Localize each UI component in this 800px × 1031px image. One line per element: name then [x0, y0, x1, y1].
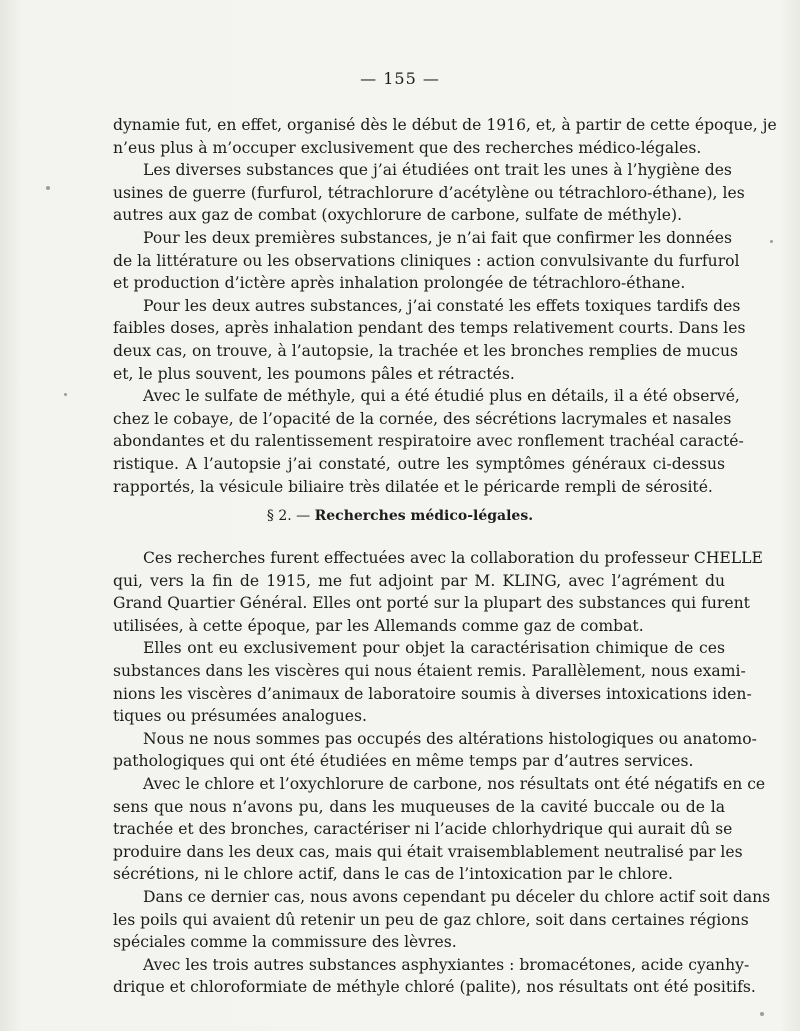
- text-line: dynamie fut, en effet, organisé dès le début de 1916, et, à partir de cette époque, je: [113, 116, 777, 134]
- text-line: faibles doses, après inhalation pendant des temps relativement courts. Dans les: [113, 319, 746, 338]
- text-line: Pour les deux autres substances, j’ai constaté les effets toxiques tardifs des: [143, 296, 741, 315]
- scan-speck: [64, 393, 67, 396]
- text-line: drique et chloroformiate de méthyle chloré (palite), nos résultats ont été positifs.: [113, 978, 756, 997]
- text-line: Elles ont eu exclusivement pour objet la caractérisation chimique de ces: [143, 639, 725, 658]
- text-line: Grand Quartier Général. Elles ont porté sur la plupart des substances qui furent: [113, 594, 750, 613]
- body-text-block-1: [113, 114, 777, 498]
- text-line: trachée et des bronches, caractériser ni l’acide chlorhydrique qui aurait dû se: [113, 820, 733, 839]
- text-line: Nous ne nous sommes pas occupés des altérations histologiques ou anatomo-: [143, 729, 757, 748]
- text-line: utilisées, à cette époque, par les Allemands comme gaz de combat.: [113, 616, 644, 635]
- text-line: substances dans les viscères qui nous étaient remis. Parallèlement, nous exami-: [113, 661, 746, 680]
- text-line: les poils qui avaient dû retenir un peu de gaz chlore, soit dans certaines régions: [113, 910, 749, 929]
- text-line: Pour les deux premières substances, je n’ai fait que confirmer les données: [143, 228, 732, 247]
- text-line: Ces recherches furent effectuées avec la collaboration du professeur CHELLE: [143, 549, 763, 567]
- text-line: tiques ou présumées analogues.: [113, 707, 367, 726]
- text-line: Dans ce dernier cas, nous avons cependant pu déceler du chlore actif soit dans: [143, 887, 771, 906]
- scan-speck: [770, 240, 773, 243]
- text-line: produire dans les deux cas, mais qui était vraisemblablement neutralisé par les: [113, 842, 743, 861]
- scan-speck: [760, 1012, 764, 1016]
- text-line: rapportés, la vésicule biliaire très dilatée et le péricarde rempli de sérosité.: [113, 477, 713, 496]
- text-line: spéciales comme la commissure des lèvres.: [113, 933, 457, 952]
- text-line: sécrétions, ni le chlore actif, dans le cas de l’intoxication par le chlore.: [113, 865, 673, 884]
- text-line: n’eus plus à m’occuper exclusivement que des recherches médico-légales.: [113, 138, 702, 157]
- text-line: Avec le chlore et l’oxychlorure de carbone, nos résultats ont été négatifs en ce: [143, 774, 766, 793]
- text-line: Les diverses substances que j’ai étudiées ont trait les unes à l’hygiène des: [143, 161, 732, 180]
- section-number: § 2. —: [266, 508, 311, 524]
- text-line: Avec le sulfate de méthyle, qui a été étudié plus en détails, il a été observé,: [143, 387, 740, 406]
- text-line: abondantes et du ralentissement respiratoire avec ronflement trachéal caracté-: [113, 432, 744, 451]
- scan-speck: [46, 186, 50, 190]
- body-text-block-2: [113, 547, 771, 999]
- text-line: nions les viscères d’animaux de laboratoire soumis à diverses intoxications iden-: [113, 684, 752, 703]
- text-line: pathologiques qui ont été étudiées en même temps par d’autres services.: [113, 752, 694, 771]
- text-line: et production d’ictère après inhalation prolongée de tétrachloro-éthane.: [113, 274, 686, 293]
- section-heading: [0, 506, 800, 526]
- text-line: de la littérature ou les observations cliniques : action convulsivante du furfurol: [113, 251, 740, 270]
- text-line: deux cas, on trouve, à l’autopsie, la trachée et les bronches remplies de mucus: [113, 341, 739, 360]
- text-line: sens que nous n’avons pu, dans les muqueuses de la cavité buccale ou de la: [113, 797, 725, 816]
- text-line: ristique. A l’autopsie j’ai constaté, outre les symptômes généraux ci-dessus: [113, 454, 725, 473]
- text-line: chez le cobaye, de l’opacité de la cornée, des sécrétions lacrymales et nasales: [113, 409, 732, 428]
- page-number: — 155 —: [360, 69, 440, 88]
- text-line: usines de guerre (furfurol, tétrachlorure d’acétylène ou tétrachloro-éthane), les: [113, 183, 745, 202]
- text-line: et, le plus souvent, les poumons pâles et rétractés.: [113, 364, 515, 383]
- text-line: autres aux gaz de combat (oxychlorure de carbone, sulfate de méthyle).: [113, 206, 683, 225]
- section-title: Recherches médico-légales.: [314, 508, 534, 524]
- text-line: Avec les trois autres substances asphyxiantes : bromacétones, acide cyanhy-: [143, 955, 750, 974]
- text-line: qui, vers la fin de 1915, me fut adjoint par M. KLING, avec l’agrément du: [113, 571, 725, 590]
